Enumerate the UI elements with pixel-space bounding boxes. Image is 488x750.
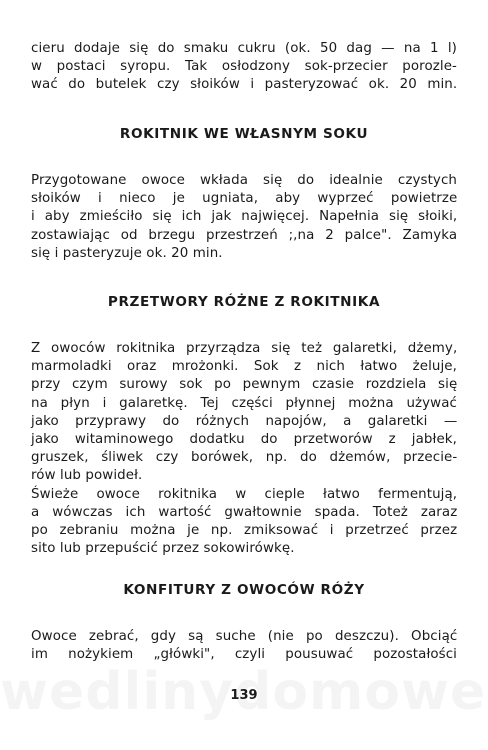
rokitnik-soku-paragraph	[31, 172, 457, 263]
intro-paragraph	[31, 40, 457, 95]
text-line: zostawiając od brzegu przestrzeń ;,na 2 palce". Zamyka	[31, 227, 458, 243]
text-line: cieru dodaje się do smaku cukru (ok. 50 dag — na 1 l)	[31, 41, 457, 56]
text-line: jako przyprawy do różnych napojów, a galaretki —	[31, 413, 458, 429]
text-line: się i pasteryzuje ok. 20 min.	[31, 245, 223, 261]
text-line: w postaci syropu. Tak osłodzony sok-przecier porozle-	[31, 59, 457, 75]
text-line: słoików i nieco je ugniata, aby wyprzeć powietrze	[31, 191, 458, 207]
heading-przetwory-rozne: PRZETWORY RÓŻNE Z ROKITNIKA	[107, 294, 381, 310]
text-line: marmoladki oraz mrożonki. Sok z nich łatwo żeluje,	[31, 359, 457, 375]
text-line: przy czym surowy sok po pewnym czasie rozdziela się	[31, 377, 458, 393]
text-line: po zebraniu można je np. zmiksować i przetrzeć przez	[31, 523, 458, 539]
text-line: a wówczas ich wartość gwałtownie spada. Toteż zaraz	[31, 504, 458, 520]
text-line: jako witaminowego dodatku do przetworów z jabłek,	[31, 432, 457, 448]
text-line: Przygotowane owoce wkłada się do idealnie czystych	[31, 173, 457, 188]
text-line: im nożykiem „główki", czyli pousuwać pozostałości	[31, 647, 457, 663]
text-line: Świeże owoce rokitnika w cieple łatwo fermentują,	[31, 486, 458, 502]
text-line: rów lub powideł.	[31, 468, 143, 484]
text-line: i aby zmieściło się ich jak najwięcej. Napełnia się słoiki,	[31, 209, 458, 225]
text-line: Owoce zebrać, gdy są suche (nie po deszczu). Obciąć	[31, 629, 458, 644]
text-line: gruszek, śliwek czy borówek, np. do dżemów, przecie-	[31, 450, 458, 466]
page-number: 139	[230, 688, 258, 703]
text-line: Z owoców rokitnika przyrządza się też galaretki, dżemy,	[31, 341, 458, 356]
heading-rokitnik-we-wlasnym-soku: ROKITNIK WE WŁASNYM SOKU	[119, 126, 369, 142]
przetwory-paragraph	[31, 340, 457, 558]
konfitury-paragraph	[31, 628, 457, 664]
text-line: sito lub przepuścić przez sokowirówkę.	[31, 541, 295, 557]
text-line: wać do butelek czy słoików i pasteryzować ok. 20 min.	[31, 77, 458, 93]
heading-konfitury-z-owocow-rozy: KONFITURY Z OWOCÓW RÓŻY	[123, 582, 365, 598]
text-line: na płyn i galaretkę. Tej części płynnej można używać	[31, 395, 457, 411]
